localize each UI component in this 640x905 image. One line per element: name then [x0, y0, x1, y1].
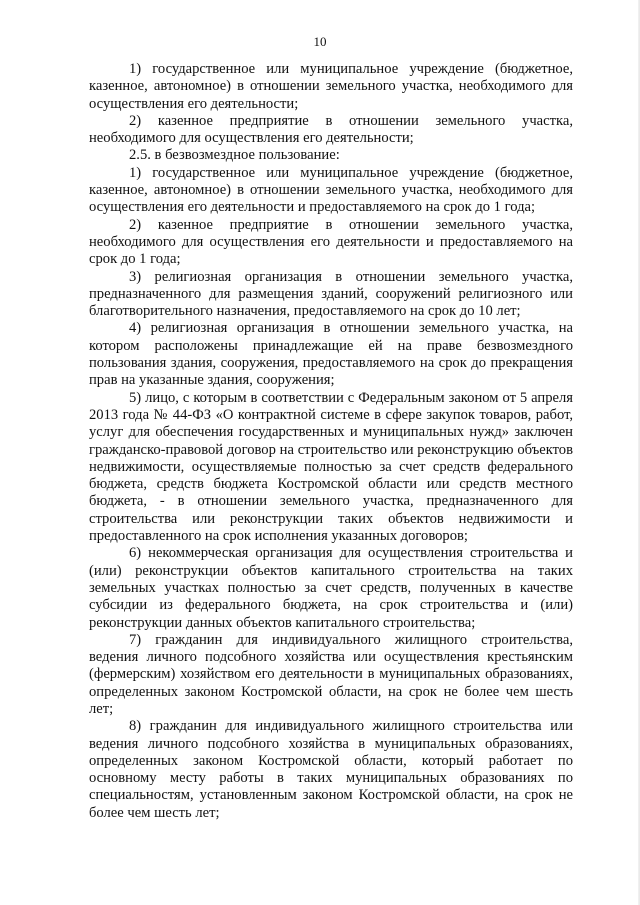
- paragraph-2-5-item-8: 8) гражданин для индивидуального жилищного строительства или ведения личного подсобного хозяйства в муниципальных образованиях, определенных законом Костромской области, который работает по основному месту работы в таких муниципальных образованиях по специальностям, установленным законом Костромской области, на срок не более чем шесть лет;: [89, 718, 573, 821]
- paragraph-2-5-item-3: 3) религиозная организация в отношении земельного участка, предназначенного для размещения зданий, сооружений религиозного или благотворительного назначения, предоставляемого на срок до 10 лет;: [89, 268, 573, 320]
- paragraph-2-4-item-2: 2) казенное предприятие в отношении земельного участка, необходимого для осуществления его деятельности;: [89, 112, 573, 147]
- page-number: 10: [313, 34, 327, 49]
- paragraph-2-5-item-1: 1) государственное или муниципальное учреждение (бюджетное, казенное, автономное) в отношении земельного участка, необходимого для осуществления его деятельности и предоставляемого на срок до 1 года;: [89, 164, 573, 216]
- paragraph-2-4-item-1: 1) государственное или муниципальное учреждение (бюджетное, казенное, автономное) в отношении земельного участка, необходимого для осуществления его деятельности;: [89, 61, 573, 112]
- paragraph-2-5-item-5: 5) лицо, с которым в соответствии с Федеральным законом от 5 апреля 2013 года № 44-ФЗ «О контрактной системе в сфере закупок товаров, работ, услуг для обеспечения государственных и муниципальных нужд» заключен гражданско-правовой договор на строительство или реконструкцию объектов недвижимости, осуществляемые полностью за счет средств федерального бюджета, средств бюджета Костромской области или средств местного бюджета, - в отношении земельного участка, предназначенного для строительства или реконструкции таких объектов недвижимости и предоставленного на срок исполнения указанных договоров;: [89, 389, 573, 545]
- paragraph-2-5-item-2: 2) казенное предприятие в отношении земельного участка, необходимого для осуществления его деятельности и предоставляемого на срок до 1 года;: [89, 216, 573, 268]
- document-body: [89, 61, 573, 822]
- paragraph-2-5-item-4: 4) религиозная организация в отношении земельного участка, на котором расположены принадлежащие ей на праве безвозмездного пользования здания, сооружения, предоставляемого на срок до прекращения прав на указанные здания, сооружения;: [89, 320, 573, 389]
- paragraph-2-5-item-6: 6) некоммерческая организация для осуществления строительства и (или) реконструкции объектов капитального строительства на таких земельных участках полностью за счет средств, полученных в качестве субсидии из федерального бюджета, на срок строительства и (или) реконструкции данных объектов капитального строительства;: [89, 545, 573, 631]
- paragraph-2-5-item-7: 7) гражданин для индивидуального жилищного строительства, ведения личного подсобного хозяйства или осуществления крестьянским (фермерским) хозяйством его деятельности в муниципальных образованиях, определенных законом Костромской области, на срок не более чем шесть лет;: [89, 631, 573, 717]
- section-heading-2-5: 2.5. в безвозмездное пользование:: [129, 147, 340, 164]
